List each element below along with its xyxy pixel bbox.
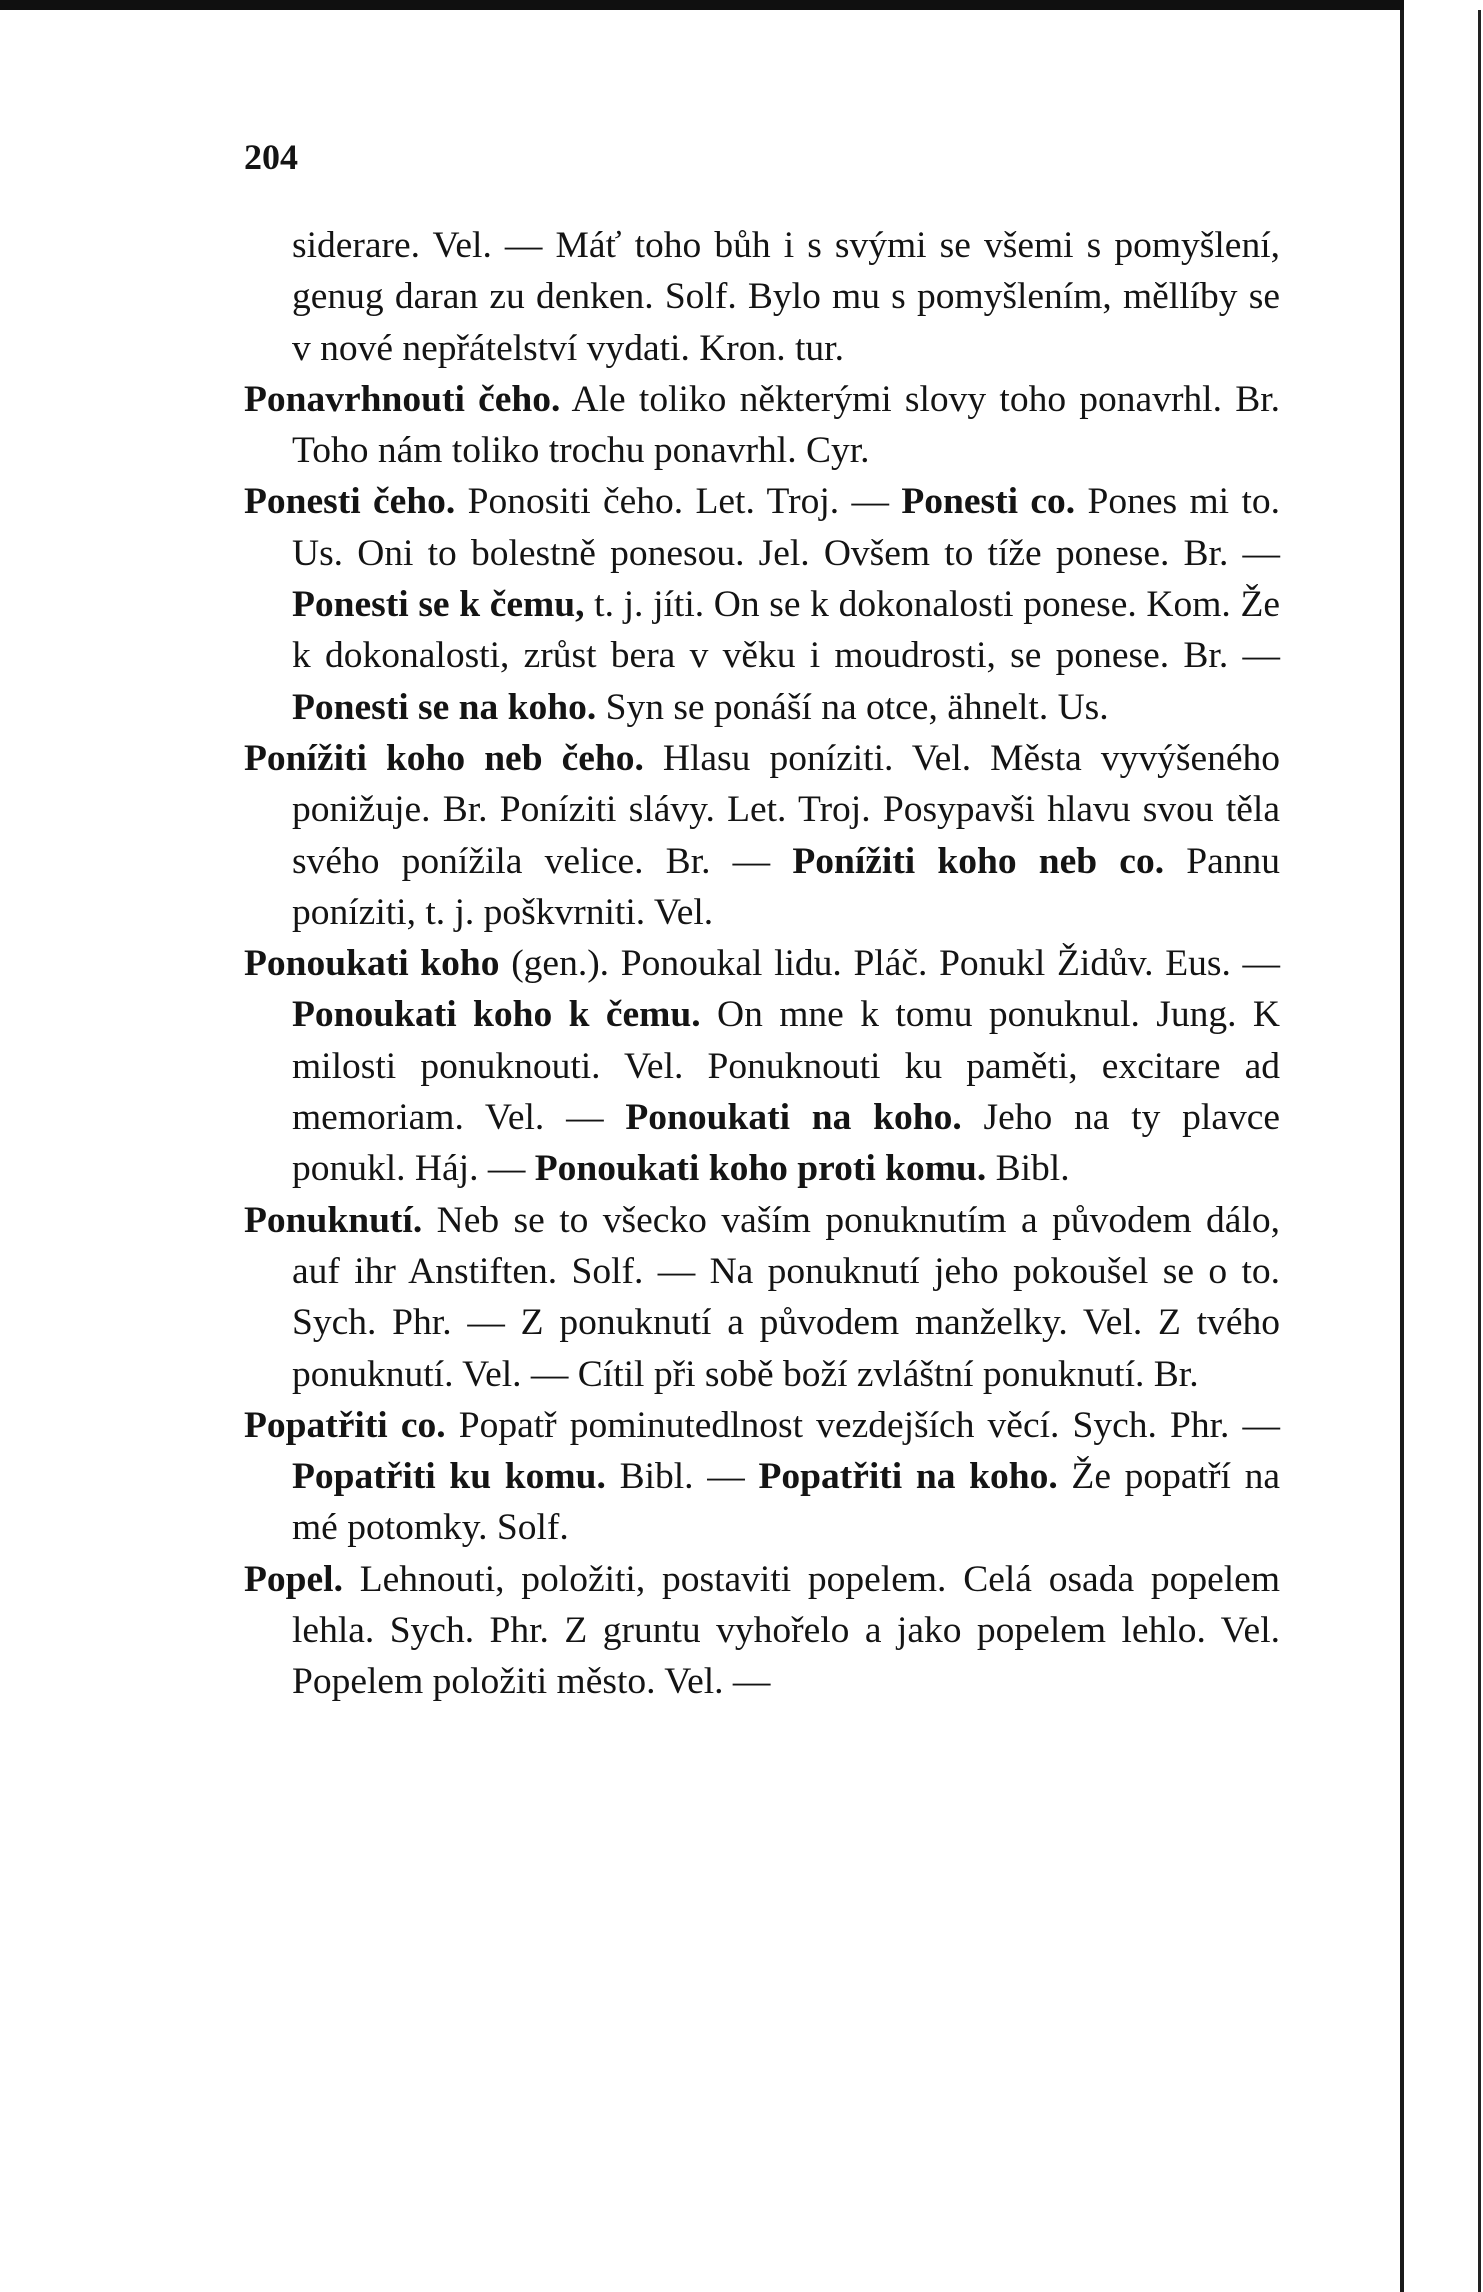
entry-text: Hlasu poníziti. Vel. Města vyvýšeného ponižuje. Br. Poníziti slávy. Let. Troj. Posypavši hlavu svou těla svého ponížila velice. Br. — [292,737,1280,882]
entry-popel [244,1554,1280,1708]
subheadword: Ponesti se na koho. [292,686,597,728]
headword: Popel. [244,1558,343,1600]
entry-text: (gen.). Ponoukal lidu. Pláč. Ponukl Židův. Eus. — [499,943,1280,985]
entry-ponoukati [244,938,1280,1194]
entry-text: Popatř pominutedlnost vezdejších věcí. Sych. Phr. — [445,1404,1280,1446]
subheadword: Ponoukati koho proti komu. [534,1148,987,1190]
entry-popatriti [244,1400,1280,1554]
subheadword: Popatřiti ku komu. [292,1456,606,1498]
subheadword: Ponížiti koho neb co. [792,840,1165,882]
dictionary-text [244,220,1280,1708]
entry-text: Pones mi to. Us. Oni to bolestně ponesou. Jel. Ovšem to tíže ponese. Br. — [292,481,1280,574]
entry-text: t. j. jíti. On se k dokonalosti ponese. Kom. Že k dokonalosti, zrůst bera v věku i moudrosti, se ponese. Br. — [292,584,1280,677]
entry-text: Bibl. [986,1148,1070,1190]
subheadword: Ponesti co. [901,481,1076,523]
entry-text: Lehnouti, položiti, postaviti popelem. Celá osada popelem lehla. Sych. Phr. Z gruntu vyhořelo a jako popelem lehlo. Vel. Popelem položiti město. Vel. — [292,1558,1280,1703]
headword: Ponuknutí. [244,1199,423,1241]
headword: Ponesti čeho. [244,481,456,523]
entry-text: Neb se to všecko vaším ponuknutím a původem dálo, auf ihr Anstiften. Solf. — Na ponuknutí jeho pokoušel se o to. Sych. Phr. — Z ponuknutí a původem manželky. Vel. Z tvého ponuknutí. Vel. — Cítil při sobě boží zvláštní ponuknutí. Br. [292,1199,1280,1395]
subheadword: Ponoukati koho k čemu. [292,994,701,1036]
scan-top-border [0,0,1483,10]
subheadword: Ponoukati na koho. [625,1097,962,1139]
entry-text: On mne k tomu ponuknul. Jung. K milosti ponuknouti. Vel. Ponuknouti ku paměti, excitare ad memoriam. Vel. — [292,994,1280,1139]
scan-right-margin [1404,0,1483,2292]
entry-continuation [244,220,1280,374]
entry-text: Bibl. — [605,1456,759,1498]
entry-text: Pannu poníziti, t. j. poškvrniti. Vel. [292,840,1280,933]
entry-ponavrhnouti [244,374,1280,477]
page-number: 204 [244,137,298,177]
entry-text: Ale toliko některými slovy toho ponavrhl. Br. Toho nám toliko trochu ponavrhl. Cyr. [292,378,1281,472]
entry-text: Jeho na ty plavce ponukl. Háj. — [292,1097,1281,1190]
entry-text: Ponositi čeho. Let. Troj. — [455,481,902,523]
headword: Popatřiti co. [244,1404,446,1446]
headword: Ponoukati koho [244,943,500,985]
entry-text: Že popatří na mé potomky. Solf. [292,1456,1280,1549]
subheadword: Ponesti se k čemu, [292,584,585,626]
headword: Ponavrhnouti čeho. [244,378,561,420]
next-page-edge [1478,10,1481,2292]
entry-ponoziti [244,733,1280,938]
entry-text: siderare. Vel. — Máť toho bůh i s svými se všemi s pomyšlení, genug daran zu denken. Solf. Bylo mu s pomyšlením, měllíby se v nové nepřátelství vydati. Kron. tur. [292,225,1280,369]
page-fold-line [1400,10,1404,2292]
headword: Ponížiti koho neb čeho. [244,737,644,779]
entry-text: Syn se ponáší na otce, ähnelt. Us. [596,686,1109,728]
entry-ponuknuti [244,1195,1280,1400]
entry-ponesti [244,476,1280,732]
subheadword: Popatřiti na koho. [758,1456,1058,1498]
